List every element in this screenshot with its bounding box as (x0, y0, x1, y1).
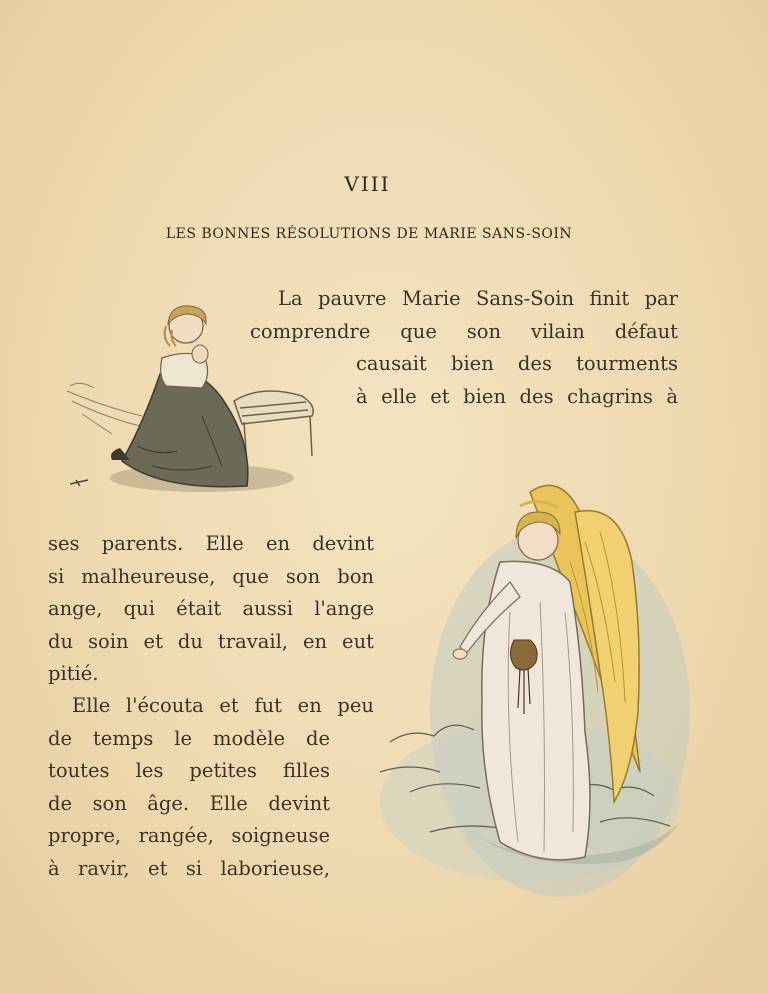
text-line: si malheureuse, que son bon (48, 564, 374, 588)
text-line: de son âge. Elle devint (48, 791, 330, 815)
text-line: à ravir, et si laborieuse, (48, 856, 330, 880)
paragraph-2 (48, 528, 374, 691)
text-line: toutes les petites filles (48, 759, 330, 782)
text-line: causait bien des tourments (356, 352, 678, 375)
text-line: comprendre que son vilain défaut (250, 319, 678, 343)
text-line: du soin et du travail, en eut (48, 629, 374, 653)
text-line: de temps le modèle de (48, 726, 330, 750)
guardian-angel-illustration (370, 472, 690, 902)
text-line: à elle et bien des chagrins à (356, 384, 678, 408)
text-line: ange, qui était aussi l'ange (48, 597, 374, 620)
paragraph-1 (250, 283, 678, 413)
chapter-title: LES BONNES RÉSOLUTIONS DE MARIE SANS-SOIN (165, 226, 573, 242)
paragraph-3 (48, 690, 374, 885)
text-line: ses parents. Elle en devint (48, 532, 374, 555)
chapter-number: VIII (344, 172, 391, 196)
text-line: pitié. (48, 662, 99, 685)
text-line: propre, rangée, soigneuse (48, 824, 330, 847)
text-line: La pauvre Marie Sans-Soin finit par (278, 287, 678, 310)
text-line: Elle l'écouta et fut en peu (72, 694, 374, 717)
